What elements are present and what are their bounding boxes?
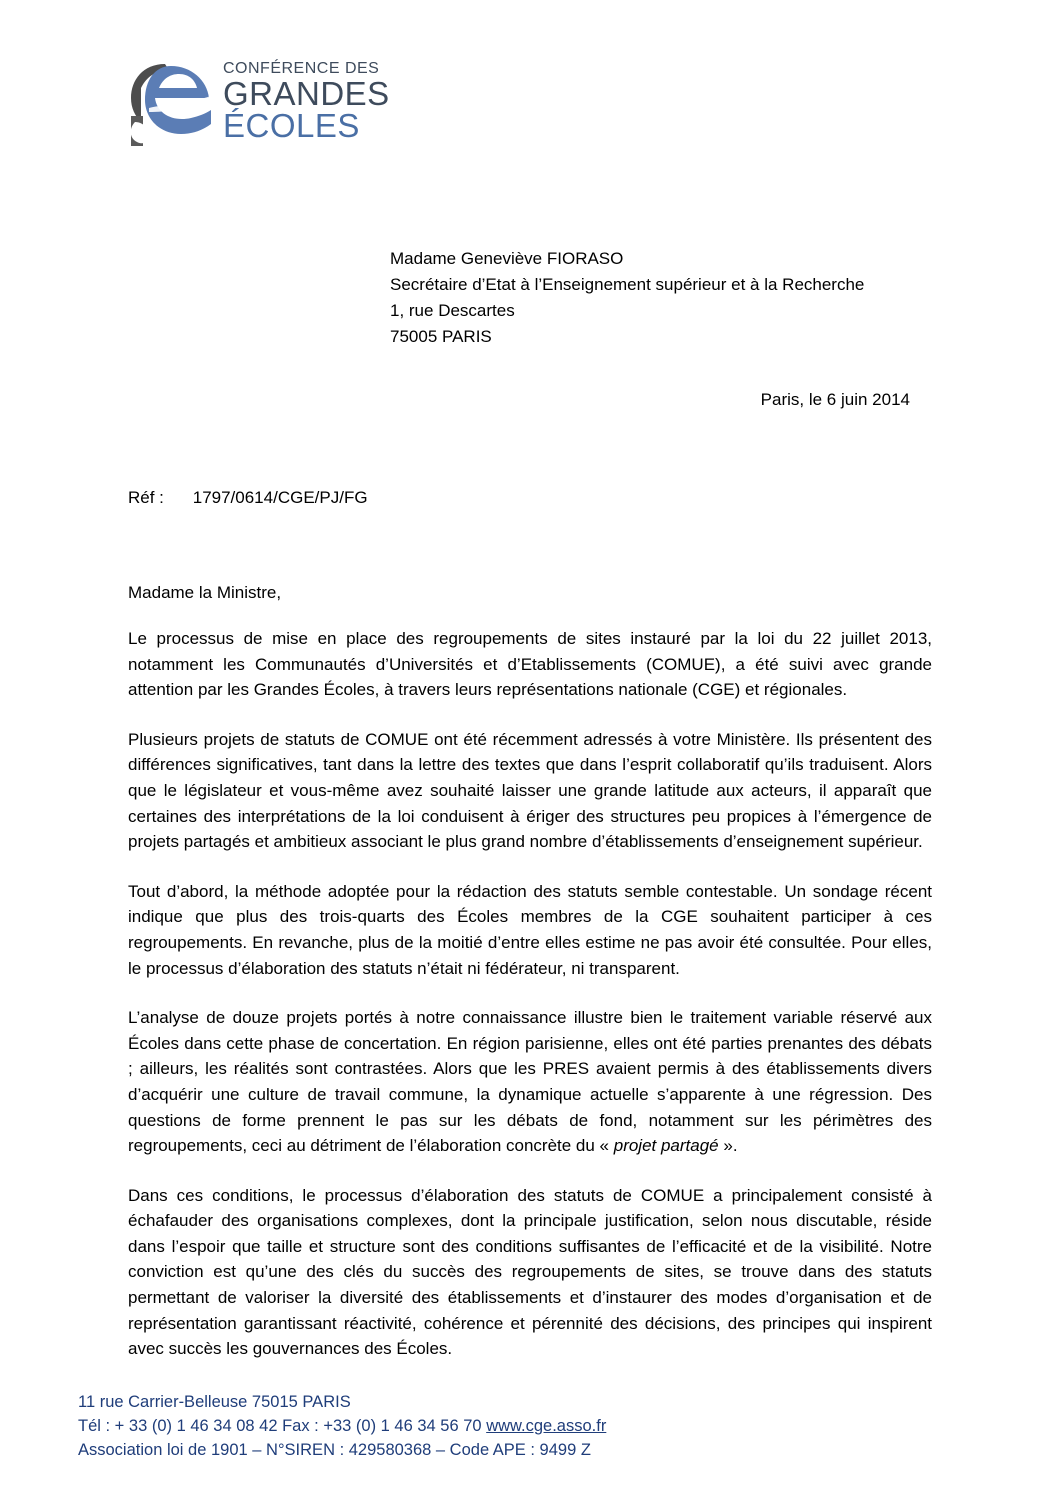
- paragraph-4: [128, 1005, 932, 1159]
- recipient-city: 75005 PARIS: [390, 327, 492, 346]
- cge-logo-text: [223, 60, 393, 142]
- footer-contact-line: [78, 1414, 606, 1438]
- letter-date: Paris, le 6 juin 2014: [760, 390, 910, 409]
- logo-line-ecoles: ÉCOLES: [223, 107, 360, 144]
- reference-line: [128, 485, 368, 511]
- paragraph-5: Dans ces conditions, le processus d’élaboration des statuts de COMUE a principalement consisté à échafauder des organisations complexes, dont la principale justification, selon nous discutable, réside dans l’espoir que taille et structure sont des conditions suffisantes de l’efficacité et de la visibilité. Notre conviction est qu’une des clés du succès des regroupements de sites, se trouve dans des statuts permettant de valoriser la diversité des établissements et d’instaurer des modes d’organisation et de représentation garantissant réactivité, cohérence et pérennité des décisions, des principes qui inspirent avec succès les gouvernances des Écoles.: [128, 1185, 932, 1359]
- footer-legal: Association loi de 1901 – N°SIREN : 429580368 – Code APE : 9499 Z: [78, 1441, 591, 1459]
- salutation: Madame la Ministre,: [128, 583, 282, 602]
- letterhead-footer: [78, 1390, 606, 1462]
- footer-phone-fax: Tél : + 33 (0) 1 46 34 08 42 Fax : +33 (0) 1 46 34 56 70: [78, 1417, 487, 1435]
- paragraph-4-text: L’analyse de douze projets portés à notre connaissance illustre bien le traitement variable réservé aux Écoles dans cette phase de concertation. En région parisienne, elles ont été parties prenantes des débats ; ailleurs, les réalités sont contrastées. Alors que les PRES avaient permis à des établissements divers d’acquérir une culture de travail commune, la dynamique actuelle s’apparente à une régression. Des questions de forme prennent le pas sur les débats de fond, notamment sur les périmètres des regroupements, ceci au détriment de l’élaboration concrète du «: [128, 1008, 932, 1156]
- paragraph-4-emphasis: projet partagé: [613, 1136, 719, 1156]
- logo-line-grandes: GRANDES: [223, 75, 390, 112]
- footer-website-link[interactable]: www.cge.asso.fr: [486, 1417, 607, 1435]
- recipient-address-block: [390, 246, 864, 350]
- footer-address: 11 rue Carrier-Belleuse 75015 PARIS: [78, 1393, 351, 1411]
- logo-line-conference-des: CONFÉRENCE DES: [223, 60, 380, 77]
- letter-body: [128, 626, 932, 1386]
- paragraph-1: Le processus de mise en place des regroupements de sites instauré par la loi du 22 juillet 2013, notamment les Communautés d’Universités et d’Etablissements (COMUE), a été suivi avec grande attention par les Grandes Écoles, à travers leurs représentations nationale (CGE) et régionales.: [128, 629, 932, 700]
- paragraph-2: Plusieurs projets de statuts de COMUE ont été récemment adressés à votre Ministère. Ils présentent des différences significatives, tant dans la lettre des textes que dans l’esprit collaboratif qu’ils traduisent. Alors que le législateur et vous-même avez souhaité laisser une grande latitude aux acteurs, il apparaît que certaines des interprétations de la loi conduisent à ériger des structures peu propices à l’émergence de projets partagés et ambitieux associant le plus grand nombre d’établissements d’enseignement supérieur.: [128, 729, 932, 852]
- cge-logo: [125, 58, 390, 148]
- recipient-title: Secrétaire d’Etat à l’Enseignement supérieur et à la Recherche: [390, 275, 865, 294]
- reference-value: 1797/0614/CGE/PJ/FG: [192, 488, 368, 507]
- recipient-name: Madame Geneviève FIORASO: [390, 249, 624, 268]
- paragraph-3: Tout d’abord, la méthode adoptée pour la rédaction des statuts semble contestable. Un sondage récent indique que plus des trois-quarts des Écoles membres de la CGE souhaitent participer à ces regroupements. En revanche, plus de la moitié d’entre elles estime ne pas avoir été consultée. Pour elles, le processus d’élaboration des statuts n’était ni fédérateur, ni transparent.: [128, 881, 932, 978]
- recipient-street: 1, rue Descartes: [390, 301, 515, 320]
- reference-label: Réf :: [128, 488, 164, 507]
- cge-logo-icon: [125, 58, 217, 148]
- paragraph-4-end: ».: [718, 1136, 738, 1156]
